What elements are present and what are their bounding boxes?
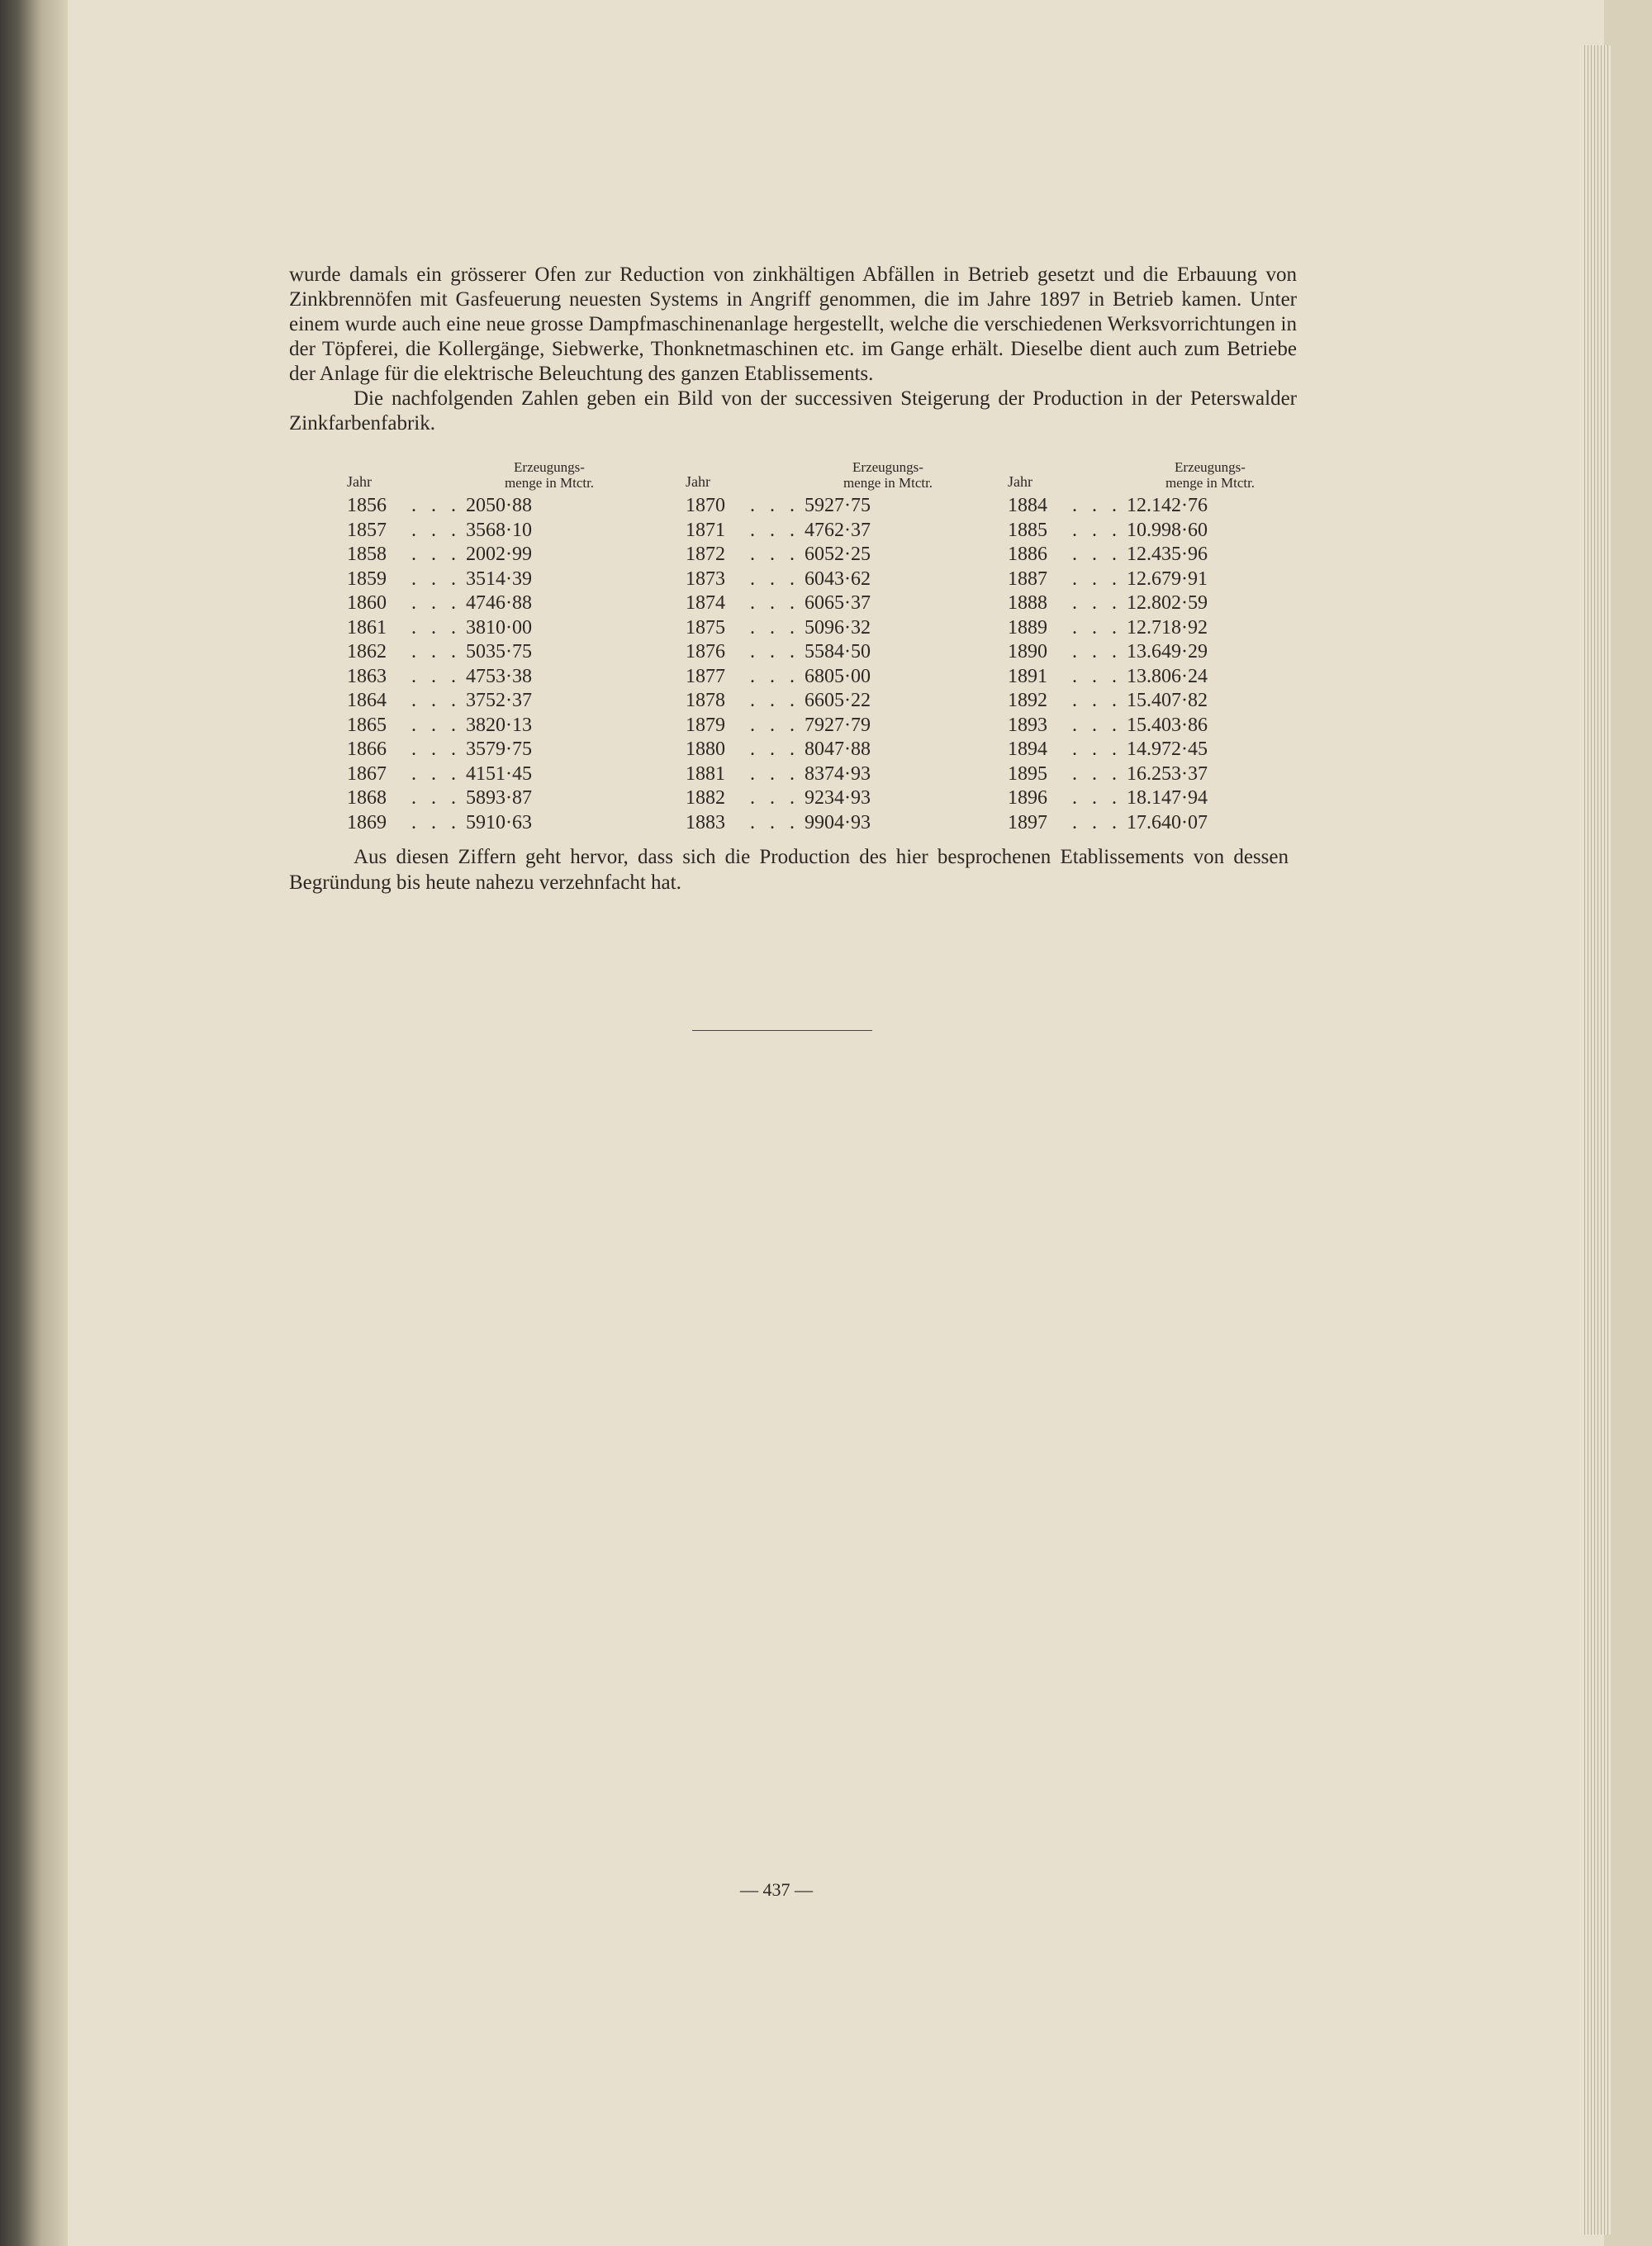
row-amount: 6605·22 [805, 690, 871, 712]
row-leader-dots: . . . [1072, 665, 1122, 687]
row-leader-dots: . . . [411, 616, 461, 639]
row-year: 1891 [1008, 665, 1047, 687]
row-year: 1877 [686, 665, 725, 687]
table-row [347, 811, 620, 836]
row-year: 1872 [686, 544, 725, 566]
row-leader-dots: . . . [411, 641, 461, 663]
row-amount: 4151·45 [466, 762, 532, 785]
row-amount: 3579·75 [466, 738, 532, 761]
row-amount: 5927·75 [805, 495, 871, 517]
row-amount: 17.640·07 [1127, 811, 1208, 833]
row-year: 1874 [686, 592, 725, 615]
row-amount: 16.253·37 [1127, 762, 1208, 785]
body-text [289, 263, 1297, 436]
table-row [1008, 762, 1280, 787]
header-amount-line1: Erzeugungs- [1175, 459, 1246, 475]
table-row [347, 591, 620, 616]
row-leader-dots: . . . [750, 690, 800, 712]
row-amount: 5893·87 [466, 787, 532, 810]
row-amount: 2002·99 [466, 544, 532, 566]
table-row [347, 640, 620, 665]
table-row [686, 543, 958, 567]
row-amount: 8047·88 [805, 738, 871, 761]
row-leader-dots: . . . [411, 519, 461, 541]
row-amount: 12.142·76 [1127, 495, 1208, 517]
table-row [1008, 494, 1280, 519]
row-leader-dots: . . . [1072, 690, 1122, 712]
row-amount: 6065·37 [805, 592, 871, 615]
row-year: 1893 [1008, 714, 1047, 736]
table-rows [1008, 494, 1280, 835]
row-leader-dots: . . . [1072, 762, 1122, 785]
page-edges [1582, 45, 1611, 2234]
row-amount: 12.679·91 [1127, 567, 1208, 590]
table-row [686, 640, 958, 665]
row-year: 1894 [1008, 738, 1047, 761]
row-leader-dots: . . . [411, 690, 461, 712]
table-row [1008, 665, 1280, 690]
row-leader-dots: . . . [750, 738, 800, 761]
row-year: 1889 [1008, 616, 1047, 639]
row-leader-dots: . . . [750, 714, 800, 736]
row-leader-dots: . . . [750, 811, 800, 833]
row-year: 1865 [347, 714, 387, 736]
row-leader-dots: . . . [1072, 519, 1122, 541]
row-year: 1868 [347, 787, 387, 810]
row-amount: 6052·25 [805, 544, 871, 566]
table-row [686, 591, 958, 616]
header-year: Jahr [686, 473, 710, 490]
row-year: 1875 [686, 616, 725, 639]
table-row [686, 567, 958, 592]
table-header [1008, 453, 1280, 494]
header-year: Jahr [347, 473, 372, 490]
row-amount: 6805·00 [805, 665, 871, 687]
row-leader-dots: . . . [1072, 738, 1122, 761]
table-header [686, 453, 958, 494]
table-column-3 [1008, 453, 1280, 835]
paragraph-2: Die nachfolgenden Zahlen geben ein Bild von der successiven Steigerung der Production in der Peterswalder Zinkfarbenfabrik. [289, 387, 1297, 434]
row-amount: 4746·88 [466, 592, 532, 615]
row-amount: 2050·88 [466, 495, 532, 517]
table-row [347, 567, 620, 592]
header-amount-line2: menge in Mtctr. [1165, 475, 1256, 491]
table-row [686, 738, 958, 762]
row-leader-dots: . . . [750, 787, 800, 810]
row-year: 1878 [686, 690, 725, 712]
table-row [1008, 543, 1280, 567]
row-amount: 14.972·45 [1127, 738, 1208, 761]
table-row [686, 616, 958, 641]
row-year: 1858 [347, 544, 387, 566]
row-amount: 3810·00 [466, 616, 532, 639]
row-leader-dots: . . . [750, 495, 800, 517]
closing-paragraph: Aus diesen Ziffern geht hervor, dass sich die Production des hier besprochenen Etablissements von dessen Begründung bis heute nahezu verzehnfacht hat. [289, 846, 1289, 894]
table-row [347, 714, 620, 738]
row-year: 1871 [686, 519, 725, 541]
closing-text [289, 844, 1289, 895]
row-amount: 12.718·92 [1127, 616, 1208, 639]
table-row [347, 738, 620, 762]
row-leader-dots: . . . [411, 811, 461, 833]
row-year: 1892 [1008, 690, 1047, 712]
section-divider [692, 1030, 872, 1031]
header-amount-line2: menge in Mtctr. [843, 475, 933, 491]
row-leader-dots: . . . [1072, 616, 1122, 639]
table-column-1 [347, 453, 620, 835]
row-amount: 5035·75 [466, 641, 532, 663]
book-gutter [0, 0, 68, 2246]
row-amount: 18.147·94 [1127, 787, 1208, 810]
row-amount: 3820·13 [466, 714, 532, 736]
paragraph-1: wurde damals ein grösserer Ofen zur Reduction von zinkhältigen Abfällen in Betrieb gesetzt und die Erbauung von Zinkbrennöfen mit Gasfeuerung neuesten Systems in Angriff genommen, die im Jahre 1897 in Betrieb kamen. Unter einem wurde auch eine neue grosse Dampfmaschinenanlage hergestellt, welche die verschiedenen Werksvorrichtungen in der Töpferei, die Kollergänge, Siebwerke, Thonknetmaschinen etc. im Gange erhält. Dieselbe dient auch zum Betriebe der Anlage für die elektrische Beleuchtung des ganzen Etablissements. [289, 264, 1297, 385]
table-row [347, 494, 620, 519]
row-year: 1869 [347, 811, 387, 833]
row-amount: 5584·50 [805, 641, 871, 663]
table-row [347, 786, 620, 811]
row-amount: 15.407·82 [1127, 690, 1208, 712]
table-row [1008, 811, 1280, 836]
row-leader-dots: . . . [411, 544, 461, 566]
table-row [686, 665, 958, 690]
row-leader-dots: . . . [750, 641, 800, 663]
row-leader-dots: . . . [411, 665, 461, 687]
row-leader-dots: . . . [1072, 714, 1122, 736]
row-amount: 3752·37 [466, 690, 532, 712]
table-row [347, 543, 620, 567]
row-year: 1870 [686, 495, 725, 517]
row-leader-dots: . . . [411, 495, 461, 517]
header-amount [479, 459, 620, 491]
table-row [686, 519, 958, 544]
table-row [347, 519, 620, 544]
table-rows [686, 494, 958, 835]
table-row [686, 762, 958, 787]
row-year: 1885 [1008, 519, 1047, 541]
row-amount: 4753·38 [466, 665, 532, 687]
table-row [1008, 519, 1280, 544]
table-row [1008, 567, 1280, 592]
row-leader-dots: . . . [1072, 641, 1122, 663]
row-leader-dots: . . . [411, 738, 461, 761]
row-leader-dots: . . . [1072, 495, 1122, 517]
row-leader-dots: . . . [750, 567, 800, 590]
row-year: 1880 [686, 738, 725, 761]
row-year: 1866 [347, 738, 387, 761]
row-amount: 8374·93 [805, 762, 871, 785]
table-row [1008, 616, 1280, 641]
table-row [1008, 640, 1280, 665]
row-leader-dots: . . . [411, 567, 461, 590]
row-year: 1876 [686, 641, 725, 663]
row-leader-dots: . . . [750, 762, 800, 785]
row-amount: 3568·10 [466, 519, 532, 541]
row-leader-dots: . . . [750, 616, 800, 639]
row-year: 1887 [1008, 567, 1047, 590]
row-amount: 6043·62 [805, 567, 871, 590]
row-year: 1886 [1008, 544, 1047, 566]
row-leader-dots: . . . [750, 519, 800, 541]
table-row [1008, 689, 1280, 714]
table-row [347, 762, 620, 787]
row-leader-dots: . . . [750, 592, 800, 615]
row-year: 1857 [347, 519, 387, 541]
table-header [347, 453, 620, 494]
header-year: Jahr [1008, 473, 1032, 490]
table-row [686, 786, 958, 811]
page-number: — 437 — [740, 1879, 813, 1900]
row-year: 1895 [1008, 762, 1047, 785]
row-leader-dots: . . . [1072, 787, 1122, 810]
row-year: 1897 [1008, 811, 1047, 833]
row-leader-dots: . . . [1072, 567, 1122, 590]
row-year: 1888 [1008, 592, 1047, 615]
row-year: 1863 [347, 665, 387, 687]
row-amount: 12.435·96 [1127, 544, 1208, 566]
row-year: 1882 [686, 787, 725, 810]
row-year: 1859 [347, 567, 387, 590]
row-amount: 13.806·24 [1127, 665, 1208, 687]
table-rows [347, 494, 620, 835]
row-year: 1884 [1008, 495, 1047, 517]
row-leader-dots: . . . [750, 665, 800, 687]
row-leader-dots: . . . [411, 787, 461, 810]
row-amount: 3514·39 [466, 567, 532, 590]
row-year: 1861 [347, 616, 387, 639]
table-row [686, 689, 958, 714]
row-year: 1896 [1008, 787, 1047, 810]
row-amount: 7927·79 [805, 714, 871, 736]
row-leader-dots: . . . [411, 762, 461, 785]
production-table [347, 453, 1272, 841]
row-leader-dots: . . . [411, 714, 461, 736]
row-year: 1862 [347, 641, 387, 663]
row-leader-dots: . . . [750, 544, 800, 566]
row-year: 1860 [347, 592, 387, 615]
row-year: 1883 [686, 811, 725, 833]
row-amount: 4762·37 [805, 519, 871, 541]
header-amount-line2: menge in Mtctr. [504, 475, 595, 491]
row-year: 1879 [686, 714, 725, 736]
table-row [347, 616, 620, 641]
row-year: 1890 [1008, 641, 1047, 663]
row-leader-dots: . . . [1072, 811, 1122, 833]
table-row [686, 811, 958, 836]
row-amount: 15.403·86 [1127, 714, 1208, 736]
row-amount: 9234·93 [805, 787, 871, 810]
header-amount-line1: Erzeugungs- [514, 459, 585, 475]
row-year: 1867 [347, 762, 387, 785]
row-leader-dots: . . . [411, 592, 461, 615]
table-column-2 [686, 453, 958, 835]
header-amount [818, 459, 958, 491]
row-year: 1864 [347, 690, 387, 712]
row-amount: 13.649·29 [1127, 641, 1208, 663]
header-amount [1140, 459, 1280, 491]
table-row [686, 714, 958, 738]
row-year: 1856 [347, 495, 387, 517]
row-amount: 5096·32 [805, 616, 871, 639]
row-amount: 10.998·60 [1127, 519, 1208, 541]
table-row [1008, 738, 1280, 762]
header-amount-line1: Erzeugungs- [852, 459, 923, 475]
row-year: 1873 [686, 567, 725, 590]
table-row [347, 665, 620, 690]
row-amount: 9904·93 [805, 811, 871, 833]
row-year: 1881 [686, 762, 725, 785]
table-row [347, 689, 620, 714]
table-row [1008, 786, 1280, 811]
table-row [686, 494, 958, 519]
row-leader-dots: . . . [1072, 544, 1122, 566]
row-leader-dots: . . . [1072, 592, 1122, 615]
row-amount: 5910·63 [466, 811, 532, 833]
table-row [1008, 714, 1280, 738]
table-row [1008, 591, 1280, 616]
row-amount: 12.802·59 [1127, 592, 1208, 615]
